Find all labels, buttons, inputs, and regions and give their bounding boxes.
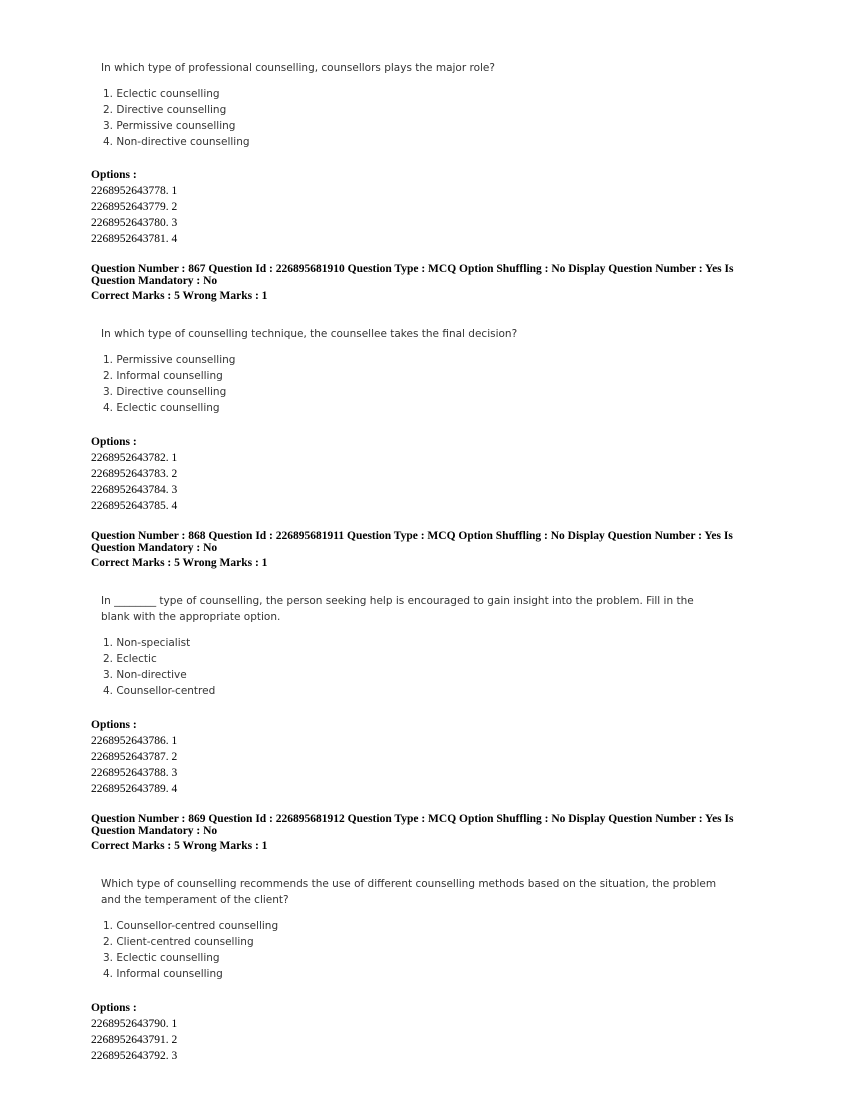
- choice: 2. Informal counselling: [103, 370, 223, 382]
- choice: 2. Eclectic: [103, 653, 157, 665]
- option-id: 2268952643782. 1: [91, 452, 178, 464]
- option-id-list: [91, 1016, 177, 1064]
- question-header: Question Number : 867 Question Id : 226895681910 Question Type : MCQ Option Shuffling : No Display Question Number : Yes Is Question Mandatory : No: [91, 263, 734, 287]
- question-marks: Correct Marks : 5 Wrong Marks : 1: [91, 840, 268, 852]
- option-id: 2268952643786. 1: [91, 735, 178, 747]
- question-marks: Correct Marks : 5 Wrong Marks : 1: [91, 557, 268, 569]
- option-id: 2268952643778. 1: [91, 185, 178, 197]
- question-text-line: blank with the appropriate option.: [101, 611, 281, 623]
- options-label: Options :: [91, 436, 137, 448]
- option-id: 2268952643785. 4: [91, 500, 178, 512]
- question-header: Question Number : 869 Question Id : 226895681912 Question Type : MCQ Option Shuffling : No Display Question Number : Yes Is Question Mandatory : No: [91, 813, 734, 837]
- question-choices: [103, 635, 215, 699]
- question-text-line: and the temperament of the client?: [101, 894, 289, 906]
- question-text: In which type of counselling technique, the counsellee takes the final decision?: [101, 328, 518, 340]
- choice: 1. Permissive counselling: [103, 354, 236, 366]
- option-id: 2268952643788. 3: [91, 767, 178, 779]
- question-choices: [103, 352, 235, 416]
- choice: 4. Eclectic counselling: [103, 402, 220, 414]
- choice: 1. Non-specialist: [103, 637, 191, 649]
- question-text-line: In ________ type of counselling, the person seeking help is encouraged to gain insight into the problem. Fill in the: [101, 595, 694, 607]
- question-text-line: Which type of counselling recommends the use of different counselling methods based on the situation, the problem: [101, 878, 717, 890]
- options-label: Options :: [91, 169, 137, 181]
- choice: 2. Client-centred counselling: [103, 936, 254, 948]
- option-id-list: [91, 733, 177, 797]
- option-id: 2268952643789. 4: [91, 783, 178, 795]
- choice: 1. Counsellor-centred counselling: [103, 920, 279, 932]
- option-id: 2268952643783. 2: [91, 468, 178, 480]
- option-id-list: [91, 183, 177, 247]
- option-id: 2268952643790. 1: [91, 1018, 178, 1030]
- choice: 3. Eclectic counselling: [103, 952, 220, 964]
- option-id: 2268952643784. 3: [91, 484, 178, 496]
- option-id: 2268952643781. 4: [91, 233, 178, 245]
- question-header: Question Number : 868 Question Id : 226895681911 Question Type : MCQ Option Shuffling : No Display Question Number : Yes Is Question Mandatory : No: [91, 530, 733, 554]
- choice: 4. Non-directive counselling: [103, 136, 250, 148]
- options-label: Options :: [91, 719, 137, 731]
- choice: 3. Directive counselling: [103, 386, 227, 398]
- choice: 3. Permissive counselling: [103, 120, 236, 132]
- option-id: 2268952643792. 3: [91, 1050, 178, 1062]
- choice: 1. Eclectic counselling: [103, 88, 220, 100]
- option-id: 2268952643779. 2: [91, 201, 178, 213]
- option-id: 2268952643780. 3: [91, 217, 178, 229]
- question-marks: Correct Marks : 5 Wrong Marks : 1: [91, 290, 268, 302]
- option-id: 2268952643791. 2: [91, 1034, 178, 1046]
- option-id: 2268952643787. 2: [91, 751, 178, 763]
- choice: 4. Counsellor-centred: [103, 685, 216, 697]
- choice: 4. Informal counselling: [103, 968, 223, 980]
- option-id-list: [91, 450, 177, 514]
- choice: 3. Non-directive: [103, 669, 187, 681]
- question-text: In which type of professional counselling, counsellors plays the major role?: [101, 62, 495, 74]
- choice: 2. Directive counselling: [103, 104, 227, 116]
- options-label: Options :: [91, 1002, 137, 1014]
- question-choices: [103, 86, 250, 150]
- question-choices: [103, 918, 278, 982]
